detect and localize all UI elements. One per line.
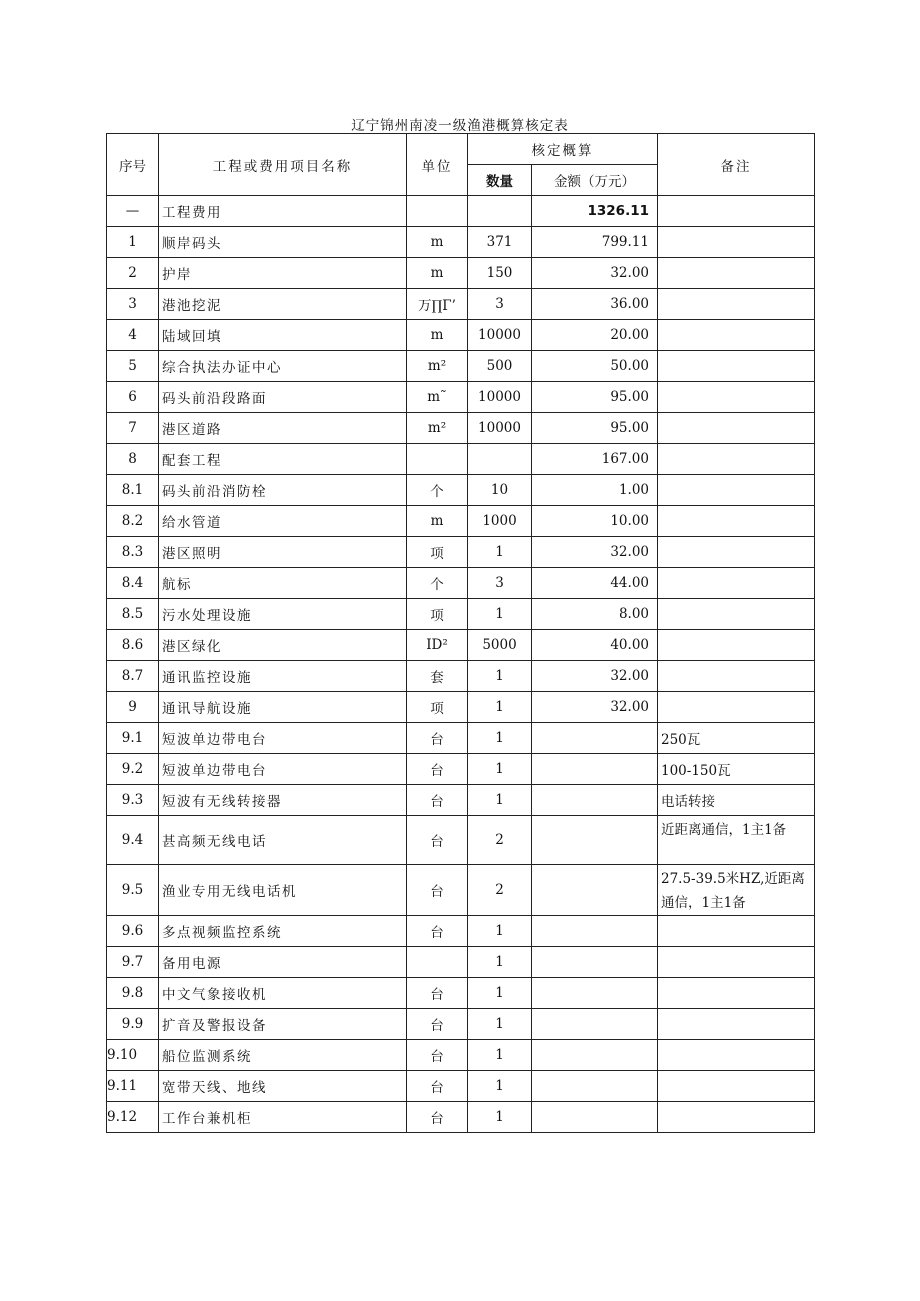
cell-seq: 2	[107, 258, 159, 289]
cell-unit: m˜	[407, 382, 468, 413]
cell-unit: 个	[407, 568, 468, 599]
cell-remark	[658, 1102, 815, 1133]
cell-unit: 台	[407, 754, 468, 785]
cell-qty: 1	[468, 916, 532, 947]
cell-remark	[658, 258, 815, 289]
cell-unit: m	[407, 258, 468, 289]
cell-name: 渔业专用无线电话机	[159, 865, 407, 916]
cell-unit: 台	[407, 978, 468, 1009]
cell-qty: 150	[468, 258, 532, 289]
cell-seq: 6	[107, 382, 159, 413]
cell-qty	[468, 196, 532, 227]
cell-qty: 500	[468, 351, 532, 382]
table-row	[107, 568, 815, 599]
cell-remark	[658, 289, 815, 320]
cell-qty: 10000	[468, 413, 532, 444]
cell-seq: 9.7	[107, 947, 159, 978]
table-row	[107, 816, 815, 865]
cell-amount	[532, 947, 658, 978]
cell-unit: 套	[407, 661, 468, 692]
cell-qty: 1	[468, 978, 532, 1009]
cell-remark	[658, 537, 815, 568]
cell-seq: 8.2	[107, 506, 159, 537]
cell-amount: 40.00	[532, 630, 658, 661]
cell-qty: 1	[468, 1009, 532, 1040]
cell-remark	[658, 413, 815, 444]
cell-seq: 8.3	[107, 537, 159, 568]
table-row	[107, 916, 815, 947]
cell-name: 码头前沿消防栓	[159, 475, 407, 506]
table-row	[107, 1009, 815, 1040]
cell-name: 港区照明	[159, 537, 407, 568]
cell-remark	[658, 630, 815, 661]
table-row	[107, 537, 815, 568]
cell-qty: 1	[468, 692, 532, 723]
cell-unit: 个	[407, 475, 468, 506]
cell-seq: 9.5	[107, 865, 159, 916]
cell-qty: 1	[468, 754, 532, 785]
cell-amount: 167.00	[532, 444, 658, 475]
cell-seq: 9.3	[107, 785, 159, 816]
table-row	[107, 227, 815, 258]
header-seq: 序号	[107, 134, 159, 196]
cell-amount: 95.00	[532, 413, 658, 444]
table-row	[107, 382, 815, 413]
table-row	[107, 258, 815, 289]
cell-amount: 95.00	[532, 382, 658, 413]
cell-qty: 1	[468, 947, 532, 978]
table-body	[107, 196, 815, 1133]
cell-remark	[658, 599, 815, 630]
cell-remark: 近距离通信，1主1备	[658, 816, 815, 865]
cell-remark	[658, 978, 815, 1009]
cell-remark	[658, 196, 815, 227]
cell-unit: 台	[407, 723, 468, 754]
cell-seq: 3	[107, 289, 159, 320]
table-row	[107, 351, 815, 382]
cell-qty: 1000	[468, 506, 532, 537]
cell-amount	[532, 865, 658, 916]
cell-qty	[468, 444, 532, 475]
cell-amount: 799.11	[532, 227, 658, 258]
table-row	[107, 754, 815, 785]
cell-unit: 项	[407, 537, 468, 568]
cell-name: 甚高频无线电话	[159, 816, 407, 865]
cell-unit: 项	[407, 599, 468, 630]
cell-unit: 项	[407, 692, 468, 723]
cell-amount: 32.00	[532, 537, 658, 568]
header-qty: 数量	[468, 165, 532, 196]
cell-name: 船位监测系统	[159, 1040, 407, 1071]
cell-qty: 1	[468, 1040, 532, 1071]
table-row	[107, 1102, 815, 1133]
cell-name: 码头前沿段路面	[159, 382, 407, 413]
cell-seq: 8.5	[107, 599, 159, 630]
table-row	[107, 978, 815, 1009]
cell-qty: 2	[468, 865, 532, 916]
cell-remark: 27.5-39.5米HZ,近距离通信，1主1备	[658, 865, 815, 916]
cell-remark	[658, 227, 815, 258]
cell-seq: 9.11	[107, 1071, 159, 1102]
cell-qty: 1	[468, 785, 532, 816]
cell-unit: 台	[407, 816, 468, 865]
cell-seq: 9.2	[107, 754, 159, 785]
cell-amount	[532, 1009, 658, 1040]
table-row	[107, 692, 815, 723]
cell-seq: 1	[107, 227, 159, 258]
table-row	[107, 444, 815, 475]
cell-seq: 9.12	[107, 1102, 159, 1133]
cell-seq: 9.8	[107, 978, 159, 1009]
cell-qty: 1	[468, 661, 532, 692]
cell-qty: 371	[468, 227, 532, 258]
cell-seq: —	[107, 196, 159, 227]
cell-amount: 44.00	[532, 568, 658, 599]
cell-qty: 10000	[468, 382, 532, 413]
cell-unit: 万∏Γ’	[407, 289, 468, 320]
cell-unit: 台	[407, 916, 468, 947]
table-row	[107, 413, 815, 444]
table-row	[107, 289, 815, 320]
cell-seq: 4	[107, 320, 159, 351]
cell-amount: 20.00	[532, 320, 658, 351]
cell-remark	[658, 692, 815, 723]
cell-name: 综合执法办证中心	[159, 351, 407, 382]
cell-seq: 8.4	[107, 568, 159, 599]
cell-qty: 10000	[468, 320, 532, 351]
cell-remark	[658, 351, 815, 382]
table-row	[107, 1071, 815, 1102]
cell-name: 港区绿化	[159, 630, 407, 661]
table-row	[107, 1040, 815, 1071]
cell-seq: 7	[107, 413, 159, 444]
table-row	[107, 865, 815, 916]
cell-remark	[658, 1009, 815, 1040]
cell-remark	[658, 382, 815, 413]
cell-unit: 台	[407, 1071, 468, 1102]
cell-amount: 32.00	[532, 661, 658, 692]
cell-remark: 250瓦	[658, 723, 815, 754]
cell-remark: 电话转接	[658, 785, 815, 816]
cell-name: 航标	[159, 568, 407, 599]
cell-unit	[407, 196, 468, 227]
table-row	[107, 947, 815, 978]
cell-unit: 台	[407, 785, 468, 816]
cell-amount: 1326.11	[532, 196, 658, 227]
header-remark: 备注	[658, 134, 815, 196]
cell-unit	[407, 947, 468, 978]
cell-amount: 10.00	[532, 506, 658, 537]
cell-remark	[658, 916, 815, 947]
cell-qty: 1	[468, 599, 532, 630]
table-row	[107, 475, 815, 506]
cell-name: 护岸	[159, 258, 407, 289]
cell-name: 中文气象接收机	[159, 978, 407, 1009]
cell-unit: ID²	[407, 630, 468, 661]
cell-qty: 1	[468, 723, 532, 754]
cell-remark	[658, 320, 815, 351]
cell-name: 通讯导航设施	[159, 692, 407, 723]
cell-qty: 1	[468, 537, 532, 568]
cell-amount	[532, 723, 658, 754]
budget-table	[106, 133, 815, 1133]
cell-amount: 32.00	[532, 258, 658, 289]
cell-remark	[658, 947, 815, 978]
cell-remark	[658, 1071, 815, 1102]
cell-amount	[532, 785, 658, 816]
header-amount: 金额（万元）	[532, 165, 658, 196]
cell-unit: m²	[407, 413, 468, 444]
cell-remark	[658, 1040, 815, 1071]
cell-seq: 9.4	[107, 816, 159, 865]
cell-seq: 8	[107, 444, 159, 475]
table-row	[107, 599, 815, 630]
cell-seq: 8.6	[107, 630, 159, 661]
cell-name: 宽带天线、地线	[159, 1071, 407, 1102]
cell-seq: 9.1	[107, 723, 159, 754]
cell-qty: 3	[468, 568, 532, 599]
cell-name: 短波单边带电台	[159, 723, 407, 754]
cell-amount	[532, 754, 658, 785]
cell-unit: m	[407, 227, 468, 258]
cell-amount	[532, 916, 658, 947]
cell-name: 污水处理设施	[159, 599, 407, 630]
cell-amount	[532, 1071, 658, 1102]
cell-name: 工程费用	[159, 196, 407, 227]
cell-name: 工作台兼机柜	[159, 1102, 407, 1133]
cell-seq: 9	[107, 692, 159, 723]
cell-qty: 10	[468, 475, 532, 506]
header-approved: 核定概算	[468, 134, 658, 165]
cell-amount: 32.00	[532, 692, 658, 723]
cell-unit: m	[407, 320, 468, 351]
cell-name: 通讯监控设施	[159, 661, 407, 692]
cell-unit: 台	[407, 1040, 468, 1071]
cell-name: 短波有无线转接器	[159, 785, 407, 816]
cell-amount	[532, 816, 658, 865]
cell-amount: 36.00	[532, 289, 658, 320]
cell-remark	[658, 475, 815, 506]
table-row	[107, 506, 815, 537]
cell-name: 顺岸码头	[159, 227, 407, 258]
cell-seq: 9.6	[107, 916, 159, 947]
header-name: 工程或费用项目名称	[159, 134, 407, 196]
cell-seq: 5	[107, 351, 159, 382]
cell-remark: 100-150瓦	[658, 754, 815, 785]
cell-name: 短波单边带电台	[159, 754, 407, 785]
cell-unit	[407, 444, 468, 475]
cell-seq: 8.7	[107, 661, 159, 692]
cell-amount	[532, 1102, 658, 1133]
cell-qty: 3	[468, 289, 532, 320]
cell-unit: m²	[407, 351, 468, 382]
cell-seq: 9.10	[107, 1040, 159, 1071]
cell-seq: 9.9	[107, 1009, 159, 1040]
table-row	[107, 785, 815, 816]
cell-amount: 50.00	[532, 351, 658, 382]
cell-unit: m	[407, 506, 468, 537]
table-title: 辽宁锦州南凌一级渔港概算核定表	[351, 118, 569, 134]
cell-amount	[532, 978, 658, 1009]
cell-name: 配套工程	[159, 444, 407, 475]
cell-remark	[658, 568, 815, 599]
cell-amount	[532, 1040, 658, 1071]
cell-name: 港区道路	[159, 413, 407, 444]
cell-name: 备用电源	[159, 947, 407, 978]
table-row	[107, 630, 815, 661]
cell-name: 给水管道	[159, 506, 407, 537]
cell-name: 扩音及警报设备	[159, 1009, 407, 1040]
cell-qty: 1	[468, 1071, 532, 1102]
cell-unit: 台	[407, 1102, 468, 1133]
cell-amount: 1.00	[532, 475, 658, 506]
table-row	[107, 661, 815, 692]
table-row	[107, 320, 815, 351]
table-row	[107, 723, 815, 754]
cell-seq: 8.1	[107, 475, 159, 506]
header-unit: 单位	[407, 134, 468, 196]
cell-qty: 1	[468, 1102, 532, 1133]
cell-qty: 5000	[468, 630, 532, 661]
table-row	[107, 196, 815, 227]
cell-qty: 2	[468, 816, 532, 865]
cell-name: 陆域回填	[159, 320, 407, 351]
cell-name: 多点视频监控系统	[159, 916, 407, 947]
cell-unit: 台	[407, 865, 468, 916]
cell-remark	[658, 661, 815, 692]
cell-unit: 台	[407, 1009, 468, 1040]
cell-amount: 8.00	[532, 599, 658, 630]
cell-remark	[658, 506, 815, 537]
cell-name: 港池挖泥	[159, 289, 407, 320]
cell-remark	[658, 444, 815, 475]
